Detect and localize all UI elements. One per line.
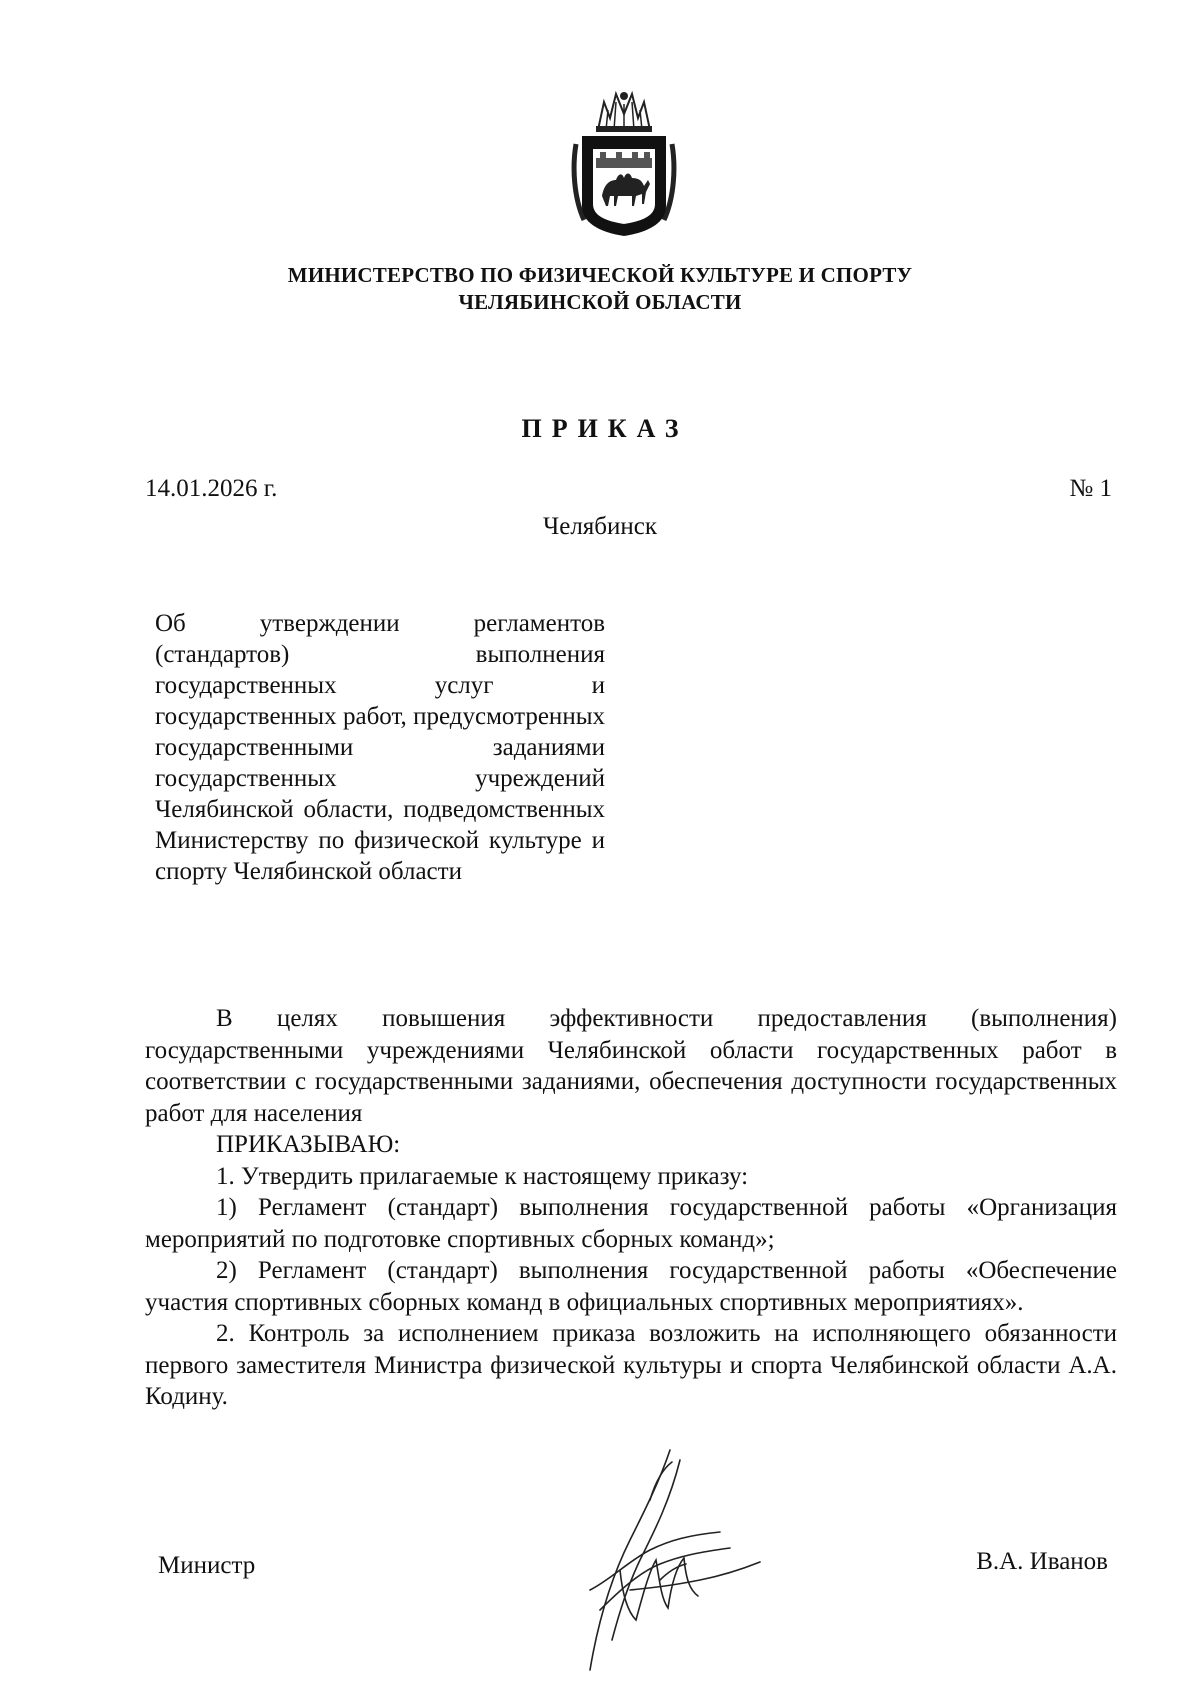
document-city: Челябинск xyxy=(542,513,658,540)
signer-name: В.А. Иванов xyxy=(976,1548,1108,1575)
item-1-1: 1) Регламент (стандарт) выполнения государственной работы «Организация мероприятий по подготовке спортивных сборных команд»; xyxy=(145,1194,1117,1253)
document-body xyxy=(145,1003,1117,1413)
item-2: 2. Контроль за исполнением приказа возложить на исполняющего обязанности первого заместителя Министра физической культуры и спорта Челябинской области А.А. Кодину. xyxy=(145,1320,1117,1410)
signer-position: Министр xyxy=(158,1552,256,1579)
document-number: № 1 xyxy=(1069,475,1112,502)
preamble-paragraph: В целях повышения эффективности предоставления (выполнения) государственными учреждениями Челябинской области государственных работ в соответствии с государственными заданиями, обеспечения доступности государственных работ для населения xyxy=(145,1005,1117,1127)
item-1-2: 2) Регламент (стандарт) выполнения государственной работы «Обеспечение участия спортивных сборных команд в официальных спортивных мероприятиях». xyxy=(145,1257,1117,1316)
order-word: ПРИКАЗЫВАЮ: xyxy=(216,1131,401,1158)
ministry-name-line2: ЧЕЛЯБИНСКОЙ ОБЛАСТИ xyxy=(458,290,742,314)
handwritten-signature-icon xyxy=(560,1440,780,1680)
document-subject: Об утверждении регламентов (стандартов) выполнения государственных услуг и государственных работ, предусмотренных государственными заданиями государственных учреждений Челябинской области, подведомственных Министерству по физической культуре и спорту Челябинской области xyxy=(155,610,605,885)
coat-of-arms-icon xyxy=(570,88,678,238)
document-date: 14.01.2026 г. xyxy=(145,475,278,502)
item-1: 1. Утвердить прилагаемые к настоящему приказу: xyxy=(216,1162,749,1190)
ministry-name-line1: МИНИСТЕРСТВО ПО ФИЗИЧЕСКОЙ КУЛЬТУРЕ И СПОРТУ xyxy=(287,263,913,287)
document-type-title: ПРИКАЗ xyxy=(521,414,689,443)
